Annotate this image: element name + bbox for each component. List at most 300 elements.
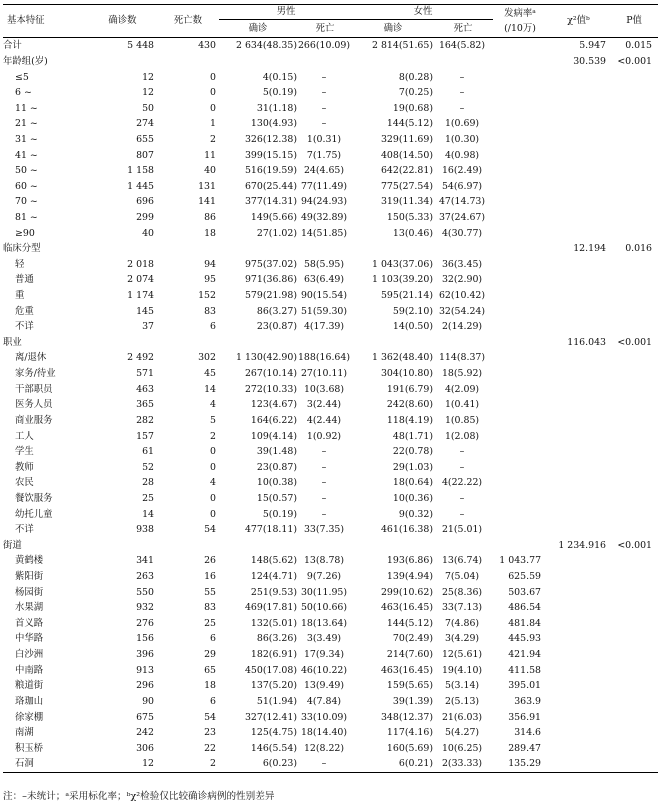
cell-feature: 危重 <box>15 305 34 317</box>
cell-confirmed: 37 <box>142 321 154 333</box>
cell-feature: 农民 <box>15 477 34 489</box>
table-row <box>3 600 658 616</box>
cell-female-death: 2(5.13) <box>444 695 480 707</box>
cell-chi <box>547 631 610 647</box>
cell-male-death <box>297 538 353 554</box>
cell-feature: 不详 <box>15 524 34 536</box>
cell-incidence: 363.9 <box>514 695 542 707</box>
cell-female-confirmed: 214(7.60) <box>386 649 434 661</box>
cell-chi <box>547 100 610 116</box>
table-row <box>3 709 658 725</box>
cell-male-confirmed: 182(6.91) <box>250 649 297 661</box>
cell-confirmed: 156 <box>136 633 154 645</box>
cell-female-confirmed: 408(14.50) <box>380 149 434 161</box>
cell-confirmed: 696 <box>136 196 154 208</box>
cell-p <box>610 350 658 366</box>
cell-confirmed: 274 <box>136 118 154 130</box>
cell-deaths: 23 <box>204 727 216 739</box>
cell-feature: 学生 <box>15 446 34 458</box>
cell-incidence <box>493 397 547 413</box>
cell-deaths: 0 <box>210 446 216 458</box>
table-row <box>3 631 658 647</box>
cell-incidence <box>493 116 547 132</box>
cell-male-confirmed: 251(9.53) <box>250 586 297 598</box>
cell-male-death: 51(59.30) <box>300 305 348 317</box>
cell-female-death: 7(4.86) <box>444 617 480 629</box>
cell-female-death: 10(6.25) <box>441 742 483 754</box>
cell-female-death: 32(2.90) <box>441 274 483 286</box>
cell-feature: 黄鹤楼 <box>15 555 44 567</box>
cell-chi <box>547 475 610 491</box>
cell-feature: ≤5 <box>15 71 29 83</box>
cell-female-confirmed: 595(21.14) <box>380 290 434 302</box>
cell-incidence <box>493 522 547 538</box>
cell-chi <box>547 413 610 429</box>
cell-p <box>610 178 658 194</box>
cell-deaths: 54 <box>204 524 216 536</box>
cell-female-death: 32(54.24) <box>438 305 486 317</box>
cell-chi <box>547 319 610 335</box>
cell-deaths: 4 <box>210 477 216 489</box>
cell-chi <box>547 725 610 741</box>
footnote: 注：–未统计；ᵃ采用标化率；ᵇχ²检验仅比较确诊病例的性别差异 <box>3 791 275 802</box>
cell-female-death: 4(22.22) <box>441 477 483 489</box>
cell-female-confirmed: 348(12.37) <box>380 711 434 723</box>
cell-p <box>610 413 658 429</box>
cell-deaths: 95 <box>204 274 216 286</box>
cell-female-confirmed: 13(0.46) <box>392 227 434 239</box>
table-row <box>3 584 658 600</box>
cell-feature: 50 ~ <box>15 165 38 177</box>
cell-confirmed: 145 <box>136 305 154 317</box>
cell-confirmed: 299 <box>136 212 154 223</box>
cell-male-confirmed: 975(37.02) <box>244 258 297 270</box>
cell-incidence <box>493 272 547 288</box>
cell-confirmed: 296 <box>136 680 154 692</box>
cell-incidence: 481.84 <box>508 617 542 629</box>
cell-incidence: 486.54 <box>508 602 542 614</box>
cell-feature: 合计 <box>3 40 22 52</box>
cell-male-death <box>297 241 353 257</box>
cell-male-death: – <box>321 446 327 458</box>
cell-p <box>610 506 658 522</box>
cell-incidence <box>493 54 547 70</box>
table-row <box>3 132 658 148</box>
cell-chi <box>547 522 610 538</box>
cell-chi <box>547 272 610 288</box>
cell-confirmed: 932 <box>136 602 154 614</box>
table-row <box>3 366 658 382</box>
cell-male-death: 27(10.11) <box>300 368 348 380</box>
cell-chi <box>547 662 610 678</box>
cell-confirmed: 655 <box>136 133 154 145</box>
cell-incidence: 421.94 <box>508 649 542 661</box>
cell-female-confirmed <box>353 335 433 351</box>
cell-p <box>610 725 658 741</box>
cell-female-confirmed: 193(6.86) <box>386 555 434 567</box>
cell-chi <box>547 756 610 772</box>
category-row <box>3 54 658 70</box>
cell-deaths: 83 <box>204 602 216 614</box>
cell-female-confirmed: 118(4.19) <box>386 414 434 426</box>
table-row <box>3 413 658 429</box>
cell-feature: 白沙洲 <box>15 649 44 661</box>
cell-female-confirmed: 48(1.71) <box>392 430 434 442</box>
cell-male-death: 18(13.64) <box>300 617 348 629</box>
cell-deaths <box>157 538 219 554</box>
cell-p <box>610 225 658 241</box>
cell-chi <box>547 616 610 632</box>
cell-chi <box>547 303 610 319</box>
cell-p <box>610 147 658 163</box>
cell-incidence <box>493 85 547 101</box>
cell-incidence <box>493 210 547 226</box>
cell-confirmed: 263 <box>136 571 154 583</box>
table-row <box>3 616 658 632</box>
cell-chi <box>547 194 610 210</box>
cell-male-death: 4(7.84) <box>306 695 342 707</box>
cell-feature: 教师 <box>15 461 34 473</box>
table-row <box>3 725 658 741</box>
table-row <box>3 178 658 194</box>
cell-male-confirmed: 137(5.20) <box>250 680 297 692</box>
cell-confirmed: 807 <box>136 149 154 161</box>
cell-confirmed <box>88 335 157 351</box>
cell-male-death: 30(11.95) <box>300 586 348 598</box>
cell-female-death <box>433 335 493 351</box>
cell-confirmed: 28 <box>142 477 154 489</box>
cell-confirmed <box>88 241 157 257</box>
cell-male-death: – <box>321 477 327 489</box>
cell-deaths: 11 <box>204 149 216 161</box>
cell-male-confirmed: 39(1.48) <box>256 446 297 458</box>
cell-male-death: – <box>321 461 327 473</box>
table-row <box>3 319 658 335</box>
cell-p <box>610 444 658 460</box>
cell-feature: 幼托儿童 <box>15 508 53 520</box>
header-female-confirmed: 确诊 <box>383 22 403 34</box>
cell-deaths: 65 <box>204 664 216 676</box>
cell-male-confirmed: 5(0.19) <box>262 87 297 99</box>
cell-feature: 临床分型 <box>3 243 41 255</box>
table-row <box>3 38 658 54</box>
header-male-death: 死亡 <box>315 22 335 34</box>
cell-incidence <box>493 194 547 210</box>
cell-female-death: 21(5.01) <box>441 524 483 536</box>
cell-deaths: 6 <box>210 633 216 645</box>
cell-confirmed: 2 074 <box>127 274 154 286</box>
cell-chi <box>547 647 610 663</box>
cell-feature: 41 ~ <box>15 149 38 161</box>
cell-female-confirmed: 159(5.65) <box>386 680 434 692</box>
cell-confirmed: 12 <box>142 71 154 83</box>
cell-p <box>610 491 658 507</box>
cell-confirmed: 675 <box>136 711 154 723</box>
cell-p <box>610 475 658 491</box>
cell-female-death: 25(8.36) <box>441 586 483 598</box>
table-row <box>3 69 658 85</box>
cell-confirmed: 157 <box>136 430 154 442</box>
cell-male-confirmed: 23(0.87) <box>256 321 297 333</box>
cell-deaths <box>157 335 219 351</box>
header-male-confirmed: 确诊 <box>248 22 268 34</box>
cell-feature: 不详 <box>15 321 34 333</box>
cell-feature: 轻 <box>15 258 25 270</box>
cell-male-confirmed: 125(4.75) <box>250 727 297 739</box>
cell-p <box>610 366 658 382</box>
cell-female-death: 33(7.13) <box>441 602 483 614</box>
table-row <box>3 522 658 538</box>
cell-male-confirmed: 399(15.15) <box>244 149 297 161</box>
cell-male-death: 12(8.22) <box>303 742 345 754</box>
cell-incidence: 445.93 <box>508 633 542 645</box>
cell-feature: 重 <box>15 290 25 302</box>
cell-male-death: 1(0.31) <box>306 133 342 145</box>
cell-female-confirmed: 139(4.94) <box>386 571 434 583</box>
cell-chi <box>547 397 610 413</box>
cell-female-confirmed: 39(1.39) <box>392 695 434 707</box>
table-row <box>3 506 658 522</box>
cell-confirmed: 938 <box>136 524 154 536</box>
table-row <box>3 100 658 116</box>
cell-male-confirmed: 377(14.31) <box>244 196 297 208</box>
cell-male-death: 17(9.34) <box>303 649 345 661</box>
cell-p <box>610 459 658 475</box>
cell-female-death: 4(30.77) <box>441 227 483 239</box>
cell-female-confirmed: 1 103(39.20) <box>372 274 434 286</box>
cell-feature: 干部职员 <box>15 383 53 395</box>
cell-p <box>610 709 658 725</box>
cell-confirmed: 242 <box>136 727 154 739</box>
cell-male-death: – <box>321 492 327 504</box>
cell-female-death: – <box>459 461 465 473</box>
cell-chi <box>547 132 610 148</box>
cell-incidence <box>493 491 547 507</box>
data-table-container <box>3 4 658 773</box>
cell-chi <box>547 69 610 85</box>
cell-deaths: 86 <box>204 212 216 223</box>
cell-chi: 30.539 <box>573 55 607 67</box>
table-row <box>3 444 658 460</box>
category-row <box>3 538 658 554</box>
cell-male-death <box>297 54 353 70</box>
cell-deaths: 25 <box>204 617 216 629</box>
cell-male-death: 49(32.89) <box>300 212 348 223</box>
cell-chi <box>547 569 610 585</box>
cell-p <box>610 631 658 647</box>
cell-deaths: 18 <box>204 227 216 239</box>
table-row <box>3 116 658 132</box>
cell-feature: 中南路 <box>15 664 44 676</box>
cell-p <box>610 303 658 319</box>
header-confirmed: 确诊数 <box>108 15 137 26</box>
cell-confirmed: 365 <box>136 399 154 411</box>
cell-incidence <box>493 38 547 54</box>
cell-female-death: – <box>459 102 465 114</box>
cell-female-death: 37(24.67) <box>438 212 486 223</box>
cell-chi <box>547 491 610 507</box>
table-row <box>3 257 658 273</box>
cell-male-confirmed: 477(18.11) <box>244 524 297 536</box>
table-header <box>3 5 658 38</box>
cell-female-death: 164(5.82) <box>438 40 486 52</box>
cell-chi <box>547 288 610 304</box>
cell-female-confirmed: 29(1.03) <box>392 461 434 473</box>
cell-incidence <box>493 459 547 475</box>
cell-confirmed: 396 <box>136 649 154 661</box>
table-row <box>3 163 658 179</box>
cell-male-death: 10(3.68) <box>303 383 345 395</box>
cell-confirmed: 463 <box>136 383 154 395</box>
cell-deaths: 6 <box>210 321 216 333</box>
cell-female-death: – <box>459 508 465 520</box>
cell-chi <box>547 444 610 460</box>
cell-female-death <box>433 538 493 554</box>
cell-female-death: 13(6.74) <box>441 555 483 567</box>
cell-female-confirmed: 22(0.78) <box>392 446 434 458</box>
cell-female-confirmed: 461(16.38) <box>380 524 434 536</box>
cell-confirmed: 306 <box>136 742 154 754</box>
cell-p <box>610 319 658 335</box>
cell-chi <box>547 178 610 194</box>
cell-female-confirmed: 144(5.12) <box>386 118 434 130</box>
cell-male-confirmed: 326(12.38) <box>244 133 297 145</box>
cell-p <box>610 600 658 616</box>
cell-female-death: 114(8.37) <box>438 352 486 364</box>
cell-male-death: 14(51.85) <box>300 227 348 239</box>
cell-male-confirmed <box>219 538 297 554</box>
cell-male-confirmed: 267(10.14) <box>244 368 297 380</box>
cell-chi <box>547 678 610 694</box>
cell-male-death: – <box>321 508 327 520</box>
cell-p: 0.015 <box>625 40 653 52</box>
cell-p <box>610 163 658 179</box>
header-feature: 基本特征 <box>7 15 45 26</box>
cell-chi <box>547 147 610 163</box>
cell-female-confirmed: 329(11.69) <box>380 133 434 145</box>
cell-incidence <box>493 413 547 429</box>
cell-confirmed: 90 <box>142 695 154 707</box>
cell-confirmed: 913 <box>136 664 154 676</box>
cell-confirmed: 50 <box>142 102 154 114</box>
cell-female-death: 19(4.10) <box>441 664 483 676</box>
cell-female-confirmed <box>353 538 433 554</box>
cell-female-confirmed: 14(0.50) <box>392 321 434 333</box>
cell-male-confirmed: 469(17.81) <box>244 602 297 614</box>
cell-female-confirmed: 2 814(51.65) <box>372 40 434 52</box>
cell-female-death: – <box>459 87 465 99</box>
header-p: P值 <box>626 15 642 26</box>
header-incidence <box>493 5 547 38</box>
table-row <box>3 475 658 491</box>
cell-p <box>610 756 658 772</box>
cell-male-confirmed: 164(6.22) <box>250 414 297 426</box>
cell-deaths: 0 <box>210 508 216 520</box>
cell-feature: 70 ~ <box>15 196 38 208</box>
cell-male-confirmed: 86(3.26) <box>256 633 297 645</box>
cell-male-confirmed <box>219 335 297 351</box>
cell-feature: 粮道街 <box>15 680 44 692</box>
cell-feature: 商业服务 <box>15 414 53 426</box>
cell-chi: 1 234.916 <box>558 539 607 551</box>
cell-confirmed: 12 <box>142 87 154 99</box>
cell-feature: 杨园街 <box>15 586 44 598</box>
cell-confirmed: 25 <box>142 492 154 504</box>
cell-male-confirmed: 23(0.87) <box>256 461 297 473</box>
cell-male-death: 50(10.66) <box>300 602 348 614</box>
cell-p <box>610 553 658 569</box>
cell-male-death: 33(10.09) <box>300 711 348 723</box>
cell-female-confirmed: 117(4.16) <box>386 727 434 739</box>
cell-feature: 徐家棚 <box>15 711 44 723</box>
cell-female-confirmed: 642(22.81) <box>380 165 434 177</box>
cell-deaths: 45 <box>204 368 216 380</box>
cell-feature: 6 ~ <box>15 87 32 99</box>
cell-male-death: 9(7.26) <box>306 571 342 583</box>
cell-female-confirmed: 1 362(48.40) <box>372 352 434 364</box>
cell-male-confirmed: 579(21.98) <box>244 290 297 302</box>
cell-deaths: 54 <box>204 711 216 723</box>
cell-deaths: 16 <box>204 571 216 583</box>
cell-deaths: 2 <box>210 758 216 770</box>
cell-male-confirmed: 149(5.66) <box>250 212 297 223</box>
category-row <box>3 335 658 351</box>
cell-female-confirmed: 150(5.33) <box>386 212 434 223</box>
cell-female-confirmed: 775(27.54) <box>380 180 434 192</box>
cell-incidence <box>493 147 547 163</box>
cell-male-death: 1(0.92) <box>306 430 342 442</box>
table-row <box>3 662 658 678</box>
cell-deaths: 6 <box>210 695 216 707</box>
cell-deaths: 430 <box>198 40 216 52</box>
cell-incidence <box>493 366 547 382</box>
cell-feature: 水果湖 <box>15 602 44 614</box>
cell-male-confirmed: 123(4.67) <box>250 399 297 411</box>
cell-confirmed: 1 174 <box>127 290 154 302</box>
cell-male-confirmed: 31(1.18) <box>256 102 297 114</box>
cell-deaths: 302 <box>198 352 216 364</box>
cell-feature: 31 ~ <box>15 133 38 145</box>
cell-confirmed: 282 <box>136 414 154 426</box>
cell-deaths: 18 <box>204 680 216 692</box>
cell-deaths: 0 <box>210 461 216 473</box>
cell-male-confirmed: 148(5.62) <box>250 555 297 567</box>
cell-incidence: 1 043.77 <box>499 555 542 567</box>
cell-deaths: 55 <box>204 586 216 598</box>
cell-confirmed: 571 <box>136 368 154 380</box>
cell-male-death: – <box>321 118 327 130</box>
cell-male-confirmed: 10(0.38) <box>256 477 297 489</box>
cell-chi <box>547 694 610 710</box>
cell-male-death: 18(14.40) <box>300 727 348 739</box>
cell-chi <box>547 163 610 179</box>
cell-female-death: 1(0.41) <box>444 399 480 411</box>
cell-p <box>610 694 658 710</box>
cell-incidence <box>493 163 547 179</box>
cell-female-death: 16(2.49) <box>441 165 483 177</box>
cell-male-confirmed <box>219 241 297 257</box>
cell-male-death: 58(5.95) <box>303 258 345 270</box>
cell-incidence <box>493 350 547 366</box>
cell-confirmed: 550 <box>136 586 154 598</box>
cell-male-confirmed: 450(17.08) <box>244 664 297 676</box>
cell-female-death: 21(6.03) <box>441 711 483 723</box>
cell-female-death: 4(2.09) <box>444 383 480 395</box>
cell-male-confirmed: 5(0.19) <box>262 508 297 520</box>
cell-feature: 珞珈山 <box>15 695 44 707</box>
cell-feature: 工人 <box>15 430 34 442</box>
cell-female-death: 54(6.97) <box>441 180 483 192</box>
